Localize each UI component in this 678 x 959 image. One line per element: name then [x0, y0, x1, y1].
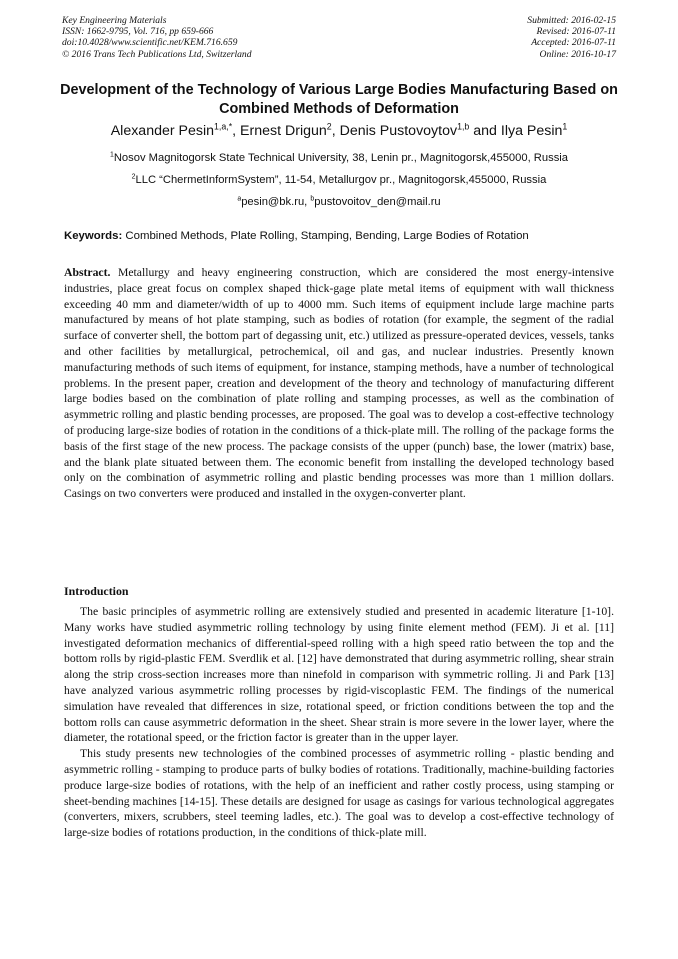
email-address: pesin@bk.ru,	[241, 196, 311, 208]
section-heading: Introduction	[64, 584, 129, 598]
email-address: pustovoitov_den@mail.ru	[314, 196, 441, 208]
author-separator: and	[469, 123, 501, 139]
author-affiliation-mark: 1	[562, 121, 568, 132]
author-name: Alexander Pesin	[110, 123, 215, 139]
author-separator: ,	[232, 123, 241, 139]
abstract-text: Metallurgy and heavy engineering construction, which are considered the most energy-intensive industries, place great focus on complex shaped thick-gage plate metal items of equipment with wall thickness exceeding 40 mm and diameter/width of up to 4000 mm. Such items of equipment include large machine parts manufactured by means of hot plate stamping, such as bodies of rotation (for example, the segment of the radial surface of converter shell, the bottom part of degassing unit, etc.) utilized as pressure-operated devices, vessels, tanks and other facilities by metallurgical, petrochemical, oil and gas, and nuclear industries. Presently known manufacturing methods of such items of equipment, for instance, stamping methods, have a number of technological problems. In the present paper, creation and development of the theory and technology of manufacturing different large bodies based on the combination of plate rolling and stamping processes, as well as the combination of asymmetric rolling and plastic bending processes, are proposed. The goal was to develop a cost-effective technology of producing large-size bodies of rotation in the conditions of a thick-plate mill. The rolling of the package forms the basis of the first stage of the new process. The package consists of the upper (punch) base, the lower (matrix) base, and the blank plate situated between them. The economic benefit from installing the developed technology based only on the combination of asymmetric rolling and plastic bending processes was more than 1 million dollars. Casings on two converters were produced and installed in the oxygen-converter plant.	[64, 266, 614, 501]
author-list	[30, 122, 648, 140]
author-emails	[20, 195, 658, 209]
keywords-label: Keywords:	[64, 230, 123, 242]
affiliation	[20, 151, 658, 165]
affiliation	[20, 173, 658, 187]
author-affiliation-mark: 1,a,*	[214, 121, 233, 132]
journal-copyright: © 2016 Trans Tech Publications Ltd, Switzerland	[62, 48, 252, 60]
journal-info	[62, 15, 252, 60]
abstract	[64, 265, 614, 502]
email-mark: a	[237, 195, 242, 203]
publication-dates	[527, 15, 616, 60]
author-affiliation-mark: 2	[326, 121, 332, 132]
affiliation-mark: 2	[131, 173, 136, 181]
date-online: Online: 2016-10-17	[539, 48, 616, 60]
author-name: Denis Pustovoytov	[339, 123, 458, 139]
keywords-text: Combined Methods, Plate Rolling, Stamping, Bending, Large Bodies of Rotation	[122, 230, 529, 242]
author-separator: ,	[331, 123, 340, 139]
date-submitted: Submitted: 2016-02-15	[527, 15, 616, 26]
date-accepted: Accepted: 2016-07-11	[531, 37, 616, 49]
paragraph: The basic principles of asymmetric rolling are extensively studied and presented in academic literature [1-10]. Many works have studied asymmetric rolling technology by using finite element method (FEM). Ji et al. [11] investigated deformation mechanics of differential-speed rolling with a high speed ratio between the top and the bottom rolls by rigid-plastic FEM. Sverdlik et al. [12] have demonstrated that during asymmetric rolling, shear strain along the strip cross-section increases more than ninefold in comparison with symmetric rolling. Ji and Park [13] have analyzed various asymmetric rolling processes by rigid-viscoplastic FEM. The findings of the numerical simulation have revealed that differences in size, rotational speed, or friction conditions between the top and the bottom rolls can cause asymmetric deformation in the sheet. Shear strain is more severe in the lower layer, where the diameter, the rotational speed, or the friction factor is greater than in the upper layer.	[64, 605, 614, 745]
paragraph: This study presents new technologies of the combined processes of asymmetric rolling - plastic bending and asymmetric rolling - stamping to produce parts of bulky bodies of rotations. Traditionally, machine-building factories produce large-size bodies of rotations, with the help of an inefficient and rather costly process, using stamping or sheet-bending machines [14-15]. These details are designed for usage as casings for various technological aggregates (converters, mixers, scrubbers, steel teeming ladles, etc.). The goal was to develop a cost-effective technology of large-size bodies of rotations production, in the conditions of thick-plate mill.	[64, 747, 614, 840]
journal-doi: doi:10.4028/www.scientific.net/KEM.716.659	[62, 37, 238, 49]
affiliation-text: Nosov Magnitogorsk State Technical University, 38, Lenin pr., Magnitogorsk,455000, Russia	[113, 152, 569, 164]
email-mark: b	[310, 195, 315, 203]
affiliation-mark: 1	[109, 151, 114, 159]
introduction-body	[64, 604, 614, 841]
paper-title: Development of the Technology of Various Large Bodies Manufacturing Based on Combined Methods of Deformation	[60, 82, 618, 117]
author-name: Ilya Pesin	[500, 123, 563, 139]
author-name: Ernest Drigun	[240, 123, 327, 139]
affiliation-text: LLC “ChermetInformSystem”, 11-54, Metallurgov pr., Magnitogorsk,455000, Russia	[135, 174, 547, 186]
abstract-label: Abstract.	[64, 266, 111, 279]
journal-name: Key Engineering Materials	[62, 15, 167, 26]
date-revised: Revised: 2016-07-11	[536, 26, 616, 38]
author-affiliation-mark: 1,b	[457, 121, 470, 132]
journal-issn: ISSN: 1662-9795, Vol. 716, pp 659-666	[62, 26, 214, 38]
keywords	[64, 229, 624, 243]
